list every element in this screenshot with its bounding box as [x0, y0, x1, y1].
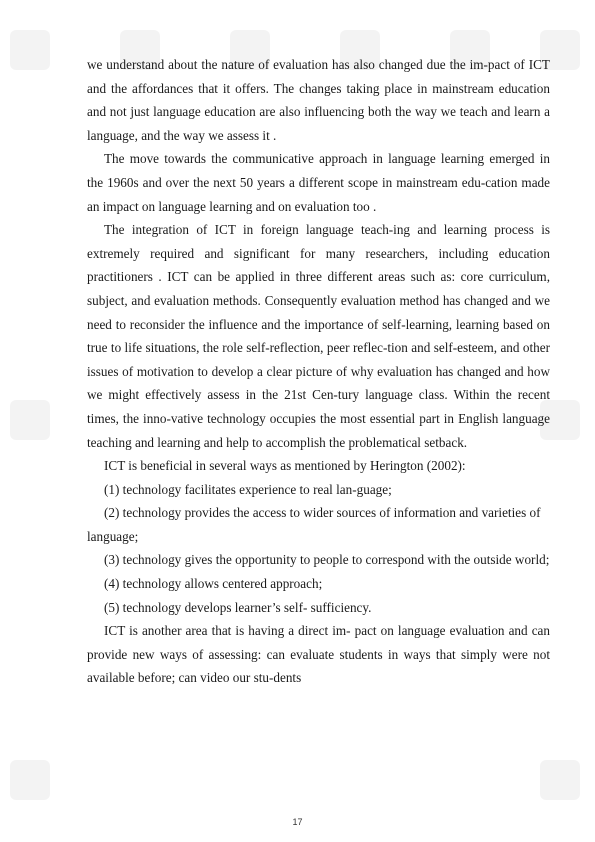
- list-item-1: (1) technology facilitates experience to real lan-guage;: [104, 481, 392, 497]
- paragraph-1: we understand about the nature of evaluation has also changed due the im-pact of ICT and the affordances that it offers. The changes taking place in mainstream education and not just language education are also influencing both the way we teach and learn a language, and the way we assess it .: [87, 57, 550, 143]
- paragraph-4: ICT is beneficial in several ways as mentioned by Herington (2002):: [104, 458, 466, 474]
- body-text: [87, 53, 550, 690]
- paragraph-2: The move towards the communicative approach in language learning emerged in the 1960s and over the next 50 years a different scope in mainstream edu-cation made an impact on language learning and on evaluation too .: [87, 151, 550, 214]
- paragraph-5: ICT is another area that is having a direct im- pact on language evaluation and can provide new ways of assessing: can evaluate students in ways that simply were not available before; can video our stu-dents: [87, 623, 550, 686]
- page-number: 17: [292, 817, 303, 827]
- list-item-4: (4) technology allows centered approach;: [104, 576, 323, 592]
- list-item-2: (2) technology provides the access to wider sources of information and varieties of language;: [87, 505, 541, 544]
- list-item-5: (5) technology develops learner’s self- sufficiency.: [104, 599, 372, 615]
- list-item-3: (3) technology gives the opportunity to people to correspond with the outside world;: [104, 552, 550, 568]
- paragraph-3: The integration of ICT in foreign language teach-ing and learning process is extremely required and significant for many researchers, including education practitioners . ICT can be applied in three different areas such as: core curriculum, subject, and evaluation methods. Consequently evaluation method has changed and we need to reconsider the influence and the importance of self-learning, learning based on true to life situations, the role self-reflection, peer reflec-tion and self-esteem, and other issues of motivation to develop a clear picture of why evaluation has changed and how we might effectively assess in the 21st Cen-tury language class. Within the recent times, the inno-vative technology occupies the most essential part in English language teaching and learning and help to accomplish the problematical setback.: [87, 222, 550, 450]
